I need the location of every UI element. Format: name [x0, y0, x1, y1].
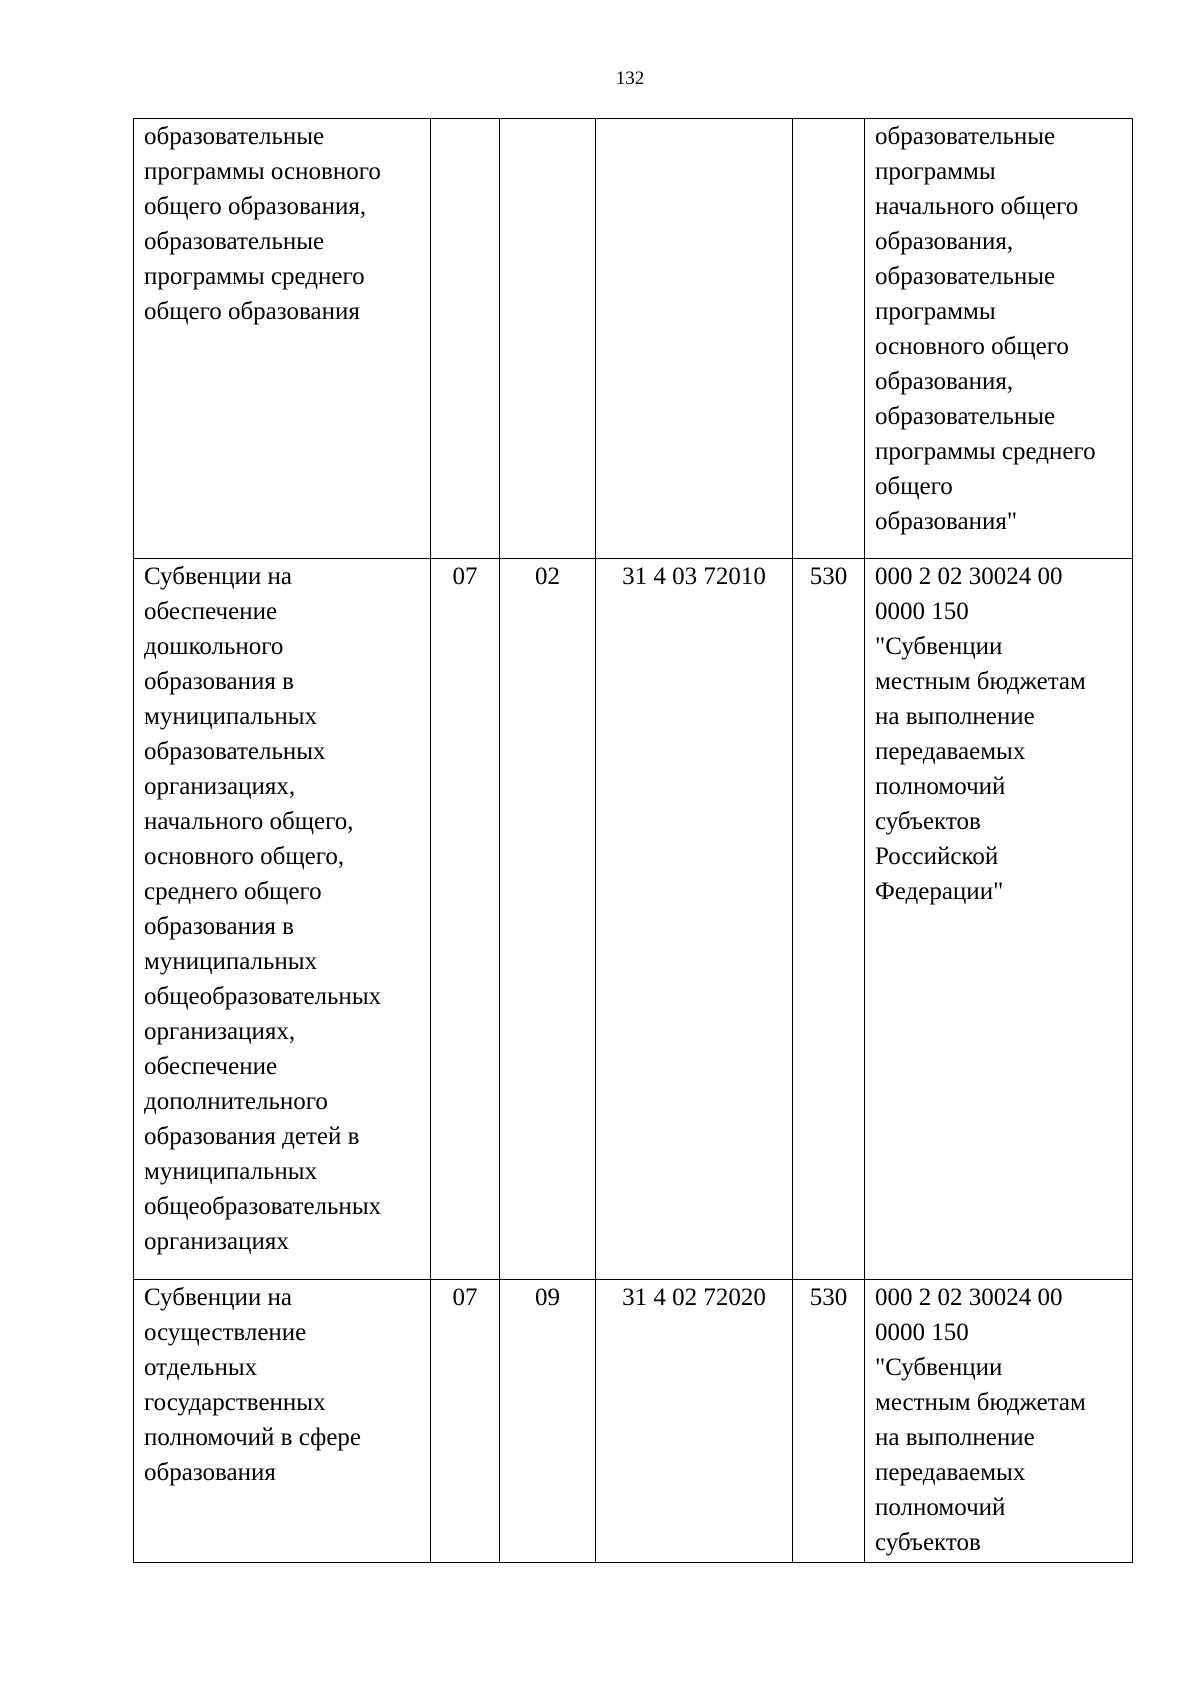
page-number: 132 [615, 68, 645, 89]
cell-expense-type [793, 119, 865, 559]
cell-subsection [500, 119, 596, 559]
cell-income-code: 000 2 02 30024 00 0000 150 "Субвенции местным бюджетам на выполнение передаваемых полномочий субъектов [865, 1280, 1133, 1563]
cell-subsection: 09 [500, 1280, 596, 1563]
cell-subsection: 02 [500, 559, 596, 1280]
cell-expense-type: 530 [793, 1280, 865, 1563]
cell-name: Субвенции на осуществление отдельных государственных полномочий в сфере образования [134, 1280, 431, 1563]
cell-target-article [596, 119, 793, 559]
cell-section: 07 [431, 559, 500, 1280]
cell-target-article: 31 4 03 72010 [596, 559, 793, 1280]
cell-name: образовательные программы основного общего образования, образовательные программы среднего общего образования [134, 119, 431, 559]
cell-target-article: 31 4 02 72020 [596, 1280, 793, 1563]
cell-section: 07 [431, 1280, 500, 1563]
table-row [134, 559, 1133, 1280]
cell-income-code: 000 2 02 30024 00 0000 150 "Субвенции местным бюджетам на выполнение передаваемых полномочий субъектов Российской Федерации" [865, 559, 1133, 1280]
budget-table [133, 118, 1133, 1563]
cell-name: Субвенции на обеспечение дошкольного образования в муниципальных образовательных организациях, начального общего, основного общего, среднего общего образования в муниципальных общеобразовательных организациях, обеспечение дополнительного образования детей в муниципальных общеобразовательных организациях [134, 559, 431, 1280]
table-row [134, 119, 1133, 559]
table-row [134, 1280, 1133, 1563]
cell-expense-type: 530 [793, 559, 865, 1280]
cell-section [431, 119, 500, 559]
cell-income-code: образовательные программы начального общего образования, образовательные программы основного общего образования, образовательные программы среднего общего образования" [865, 119, 1133, 559]
